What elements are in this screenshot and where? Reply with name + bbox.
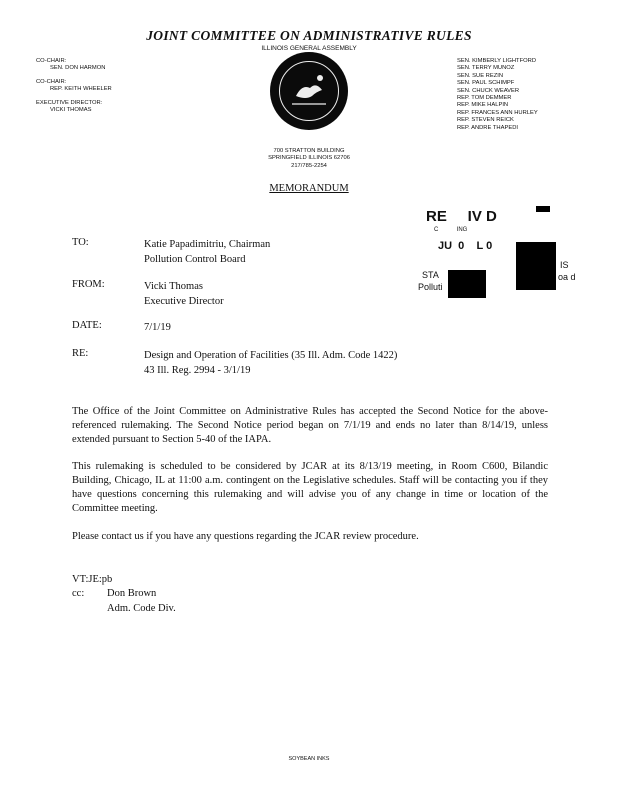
from-line: Vicki Thomas — [144, 281, 203, 292]
roster-line: CO-CHAIR: — [36, 78, 67, 85]
to-label: TO: — [72, 237, 89, 248]
stamp-line: STA — [422, 270, 439, 280]
cc-list — [107, 586, 176, 616]
roster-line: SEN. TERRY MUNOZ — [457, 65, 515, 72]
roster-line: SEN. KIMBERLY LIGHTFORD — [457, 58, 537, 64]
from-line: Executive Director — [144, 296, 224, 307]
roster-line: REP. ANDRE THAPEDI — [457, 124, 518, 131]
roster-line: SEN. SUE REZIN — [457, 72, 504, 79]
body-paragraph: Please contact us if you have any questions regarding the JCAR review procedure. — [72, 531, 419, 542]
from-label: FROM: — [72, 279, 105, 290]
footer-note: SOYBEAN INKS — [288, 756, 330, 762]
roster-line: SEN. CHUCK WEAVER — [457, 87, 520, 94]
memo-heading: MEMORANDUM — [269, 183, 349, 194]
re-line: Design and Operation of Facilities (35 Ill. Adm. Code 1422) — [144, 350, 398, 361]
stamp-line: oa d — [558, 272, 576, 282]
roster-line: SEN. DON HARMON — [50, 65, 106, 72]
redaction-block — [516, 242, 556, 290]
roster-line: REP. MIKE HALPIN — [457, 102, 509, 109]
committee-address — [0, 148, 618, 170]
stamp-line: C ING — [434, 227, 468, 233]
address-line: SPRINGFIELD ILLINOIS 62706 — [268, 155, 350, 162]
cc-line: Don Brown — [107, 588, 157, 599]
re-line: 43 Ill. Reg. 2994 - 3/1/19 — [144, 365, 251, 376]
state-seal-icon — [270, 52, 348, 130]
roster-line: SEN. PAUL SCHIMPF — [457, 80, 515, 87]
body-paragraph: The Office of the Joint Committee on Administrative Rules has accepted the Second Notice for the above-referenced rulemaking. The Second Notice period began on 7/1/19 and ends no later than 8/14/19, unless extended pursuant to Section 5-40 of the IAPA. — [72, 406, 548, 445]
to-value — [144, 237, 270, 267]
assembly-subtitle: ILLINOIS GENERAL ASSEMBLY — [261, 45, 357, 52]
address-line: 700 STRATTON BUILDING — [273, 148, 345, 154]
cc-line: Adm. Code Div. — [107, 603, 176, 614]
roster-line: REP. TOM DEMMER — [457, 95, 512, 102]
redaction-block — [536, 206, 550, 212]
initials: VT:JE:pb — [72, 574, 113, 585]
re-label: RE: — [72, 348, 89, 359]
roster-line: REP. FRANCES ANN HURLEY — [457, 109, 538, 116]
roster-line: CO-CHAIR: — [36, 58, 67, 64]
body-paragraph: This rulemaking is scheduled to be considered by JCAR at its 8/13/19 meeting, in Room C600, Bilandic Building, Chicago, IL at 11:00 a.m. contingent on the Legislative schedules. Staff will be contacting you if they have questions concerning this rulemaking and will advise you of any change in time or location of the Committee meeting. — [72, 461, 548, 514]
to-line: Katie Papadimitriu, Chairman — [144, 239, 271, 250]
roster-line: REP. STEVEN REICK — [457, 117, 514, 124]
received-stamp — [420, 200, 590, 300]
stamp-line: RE IV D — [426, 208, 497, 225]
right-roster — [457, 58, 538, 132]
stamp-line: JU 0 L 0 — [438, 240, 493, 252]
roster-line: VICKI THOMAS — [50, 107, 92, 114]
stamp-line: Polluti — [418, 282, 443, 292]
address-line: 217/785-2254 — [291, 162, 327, 169]
redaction-block — [448, 270, 486, 298]
from-value — [144, 279, 224, 309]
date-label: DATE: — [72, 320, 102, 331]
cc-label: cc: — [72, 588, 85, 599]
re-value — [144, 348, 397, 378]
committee-title: JOINT COMMITTEE ON ADMINISTRATIVE RULES — [146, 28, 472, 43]
date-value: 7/1/19 — [144, 322, 171, 333]
roster-line: EXECUTIVE DIRECTOR: — [36, 99, 103, 106]
to-line: Pollution Control Board — [144, 254, 246, 265]
roster-line: REP. KEITH WHEELER — [50, 86, 112, 93]
left-roster — [36, 58, 112, 114]
stamp-line: IS — [560, 260, 569, 270]
